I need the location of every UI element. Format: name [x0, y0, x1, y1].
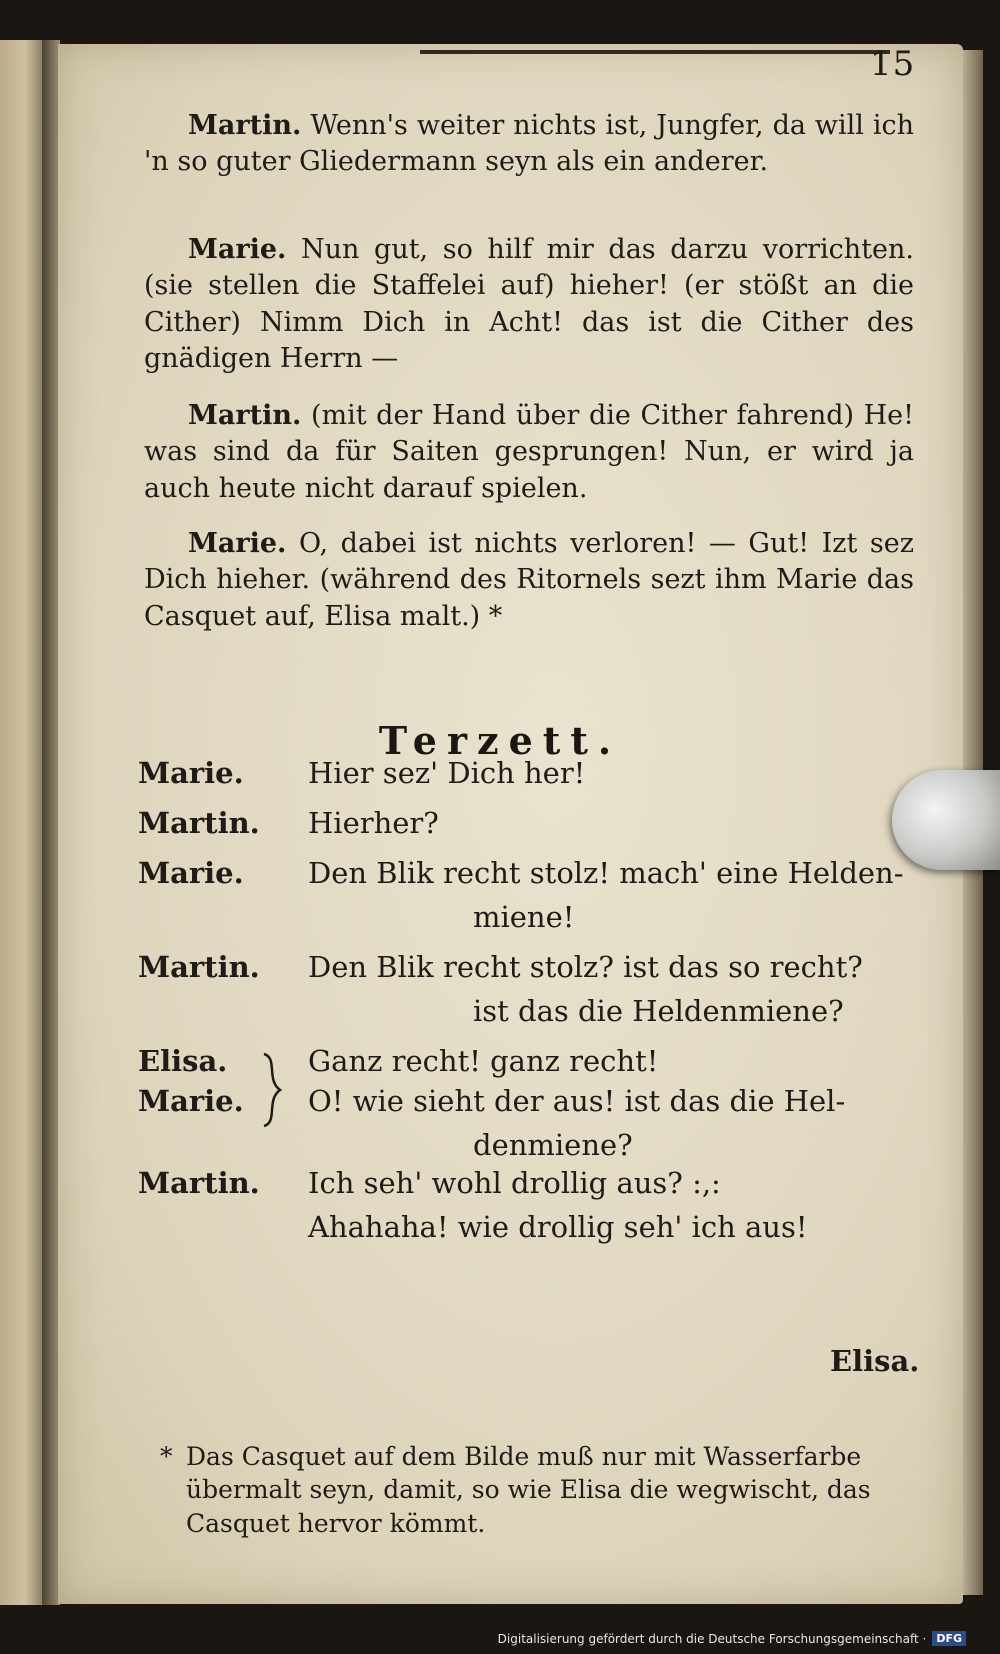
paragraph-text: O, dabei ist nichts verloren! — Gut! Izt sez Dich hieher. (während des Ritornels sezt ihm Marie das Casquet auf, Elisa malt.) * — [144, 528, 914, 632]
credit-text: Digitalisierung gefördert durch die Deutsche Forschungsgemeinschaft · — [497, 1631, 927, 1646]
verse-line: Ganz recht! ganz recht! — [308, 1044, 659, 1078]
digitization-credit — [498, 1631, 966, 1646]
verse-speaker: Martin. — [138, 950, 260, 984]
paragraph-3 — [144, 398, 914, 507]
verse-line: Den Blik recht stolz? ist das so recht? — [308, 950, 863, 984]
dfg-logo: DFG — [932, 1631, 966, 1646]
verse-continuation: ist das die Heldenmiene? — [473, 994, 844, 1028]
verse-speaker: Marie. — [138, 1084, 244, 1118]
paragraph-text: Wenn's weiter nichts ist, Jungfer, da will ich 'n so guter Gliedermann seyn als ein anderer. — [144, 110, 914, 178]
paragraph-1 — [144, 108, 914, 181]
left-page-edge — [0, 40, 45, 1605]
verse-speaker: Marie. — [138, 756, 244, 790]
paragraph-4 — [144, 526, 914, 635]
brace-icon — [258, 1050, 288, 1130]
catchword: Elisa. — [830, 1344, 920, 1378]
page-clip — [892, 770, 1000, 870]
verse-line: Ich seh' wohl drollig aus? :,: — [308, 1166, 721, 1200]
footnote-mark: * — [160, 1442, 173, 1471]
footnote-text: Das Casquet auf dem Bilde muß nur mit Wasserfarbe übermalt seyn, damit, so wie Elisa die wegwischt, das Casquet hervor kömmt. — [186, 1442, 871, 1538]
verse-line: Hierher? — [308, 806, 439, 840]
paragraph-2 — [144, 232, 914, 378]
paragraph-text: (mit der Hand über die Cither fahrend) He! was sind da für Saiten gesprungen! Nun, er wird ja auch heute nicht darauf spielen. — [144, 400, 914, 504]
paragraph-text: Nun gut, so hilf mir das darzu vorrichten. (sie stellen die Staffelei auf) hieher! (er stößt an die Cither) Nimm Dich in Acht! das ist die Cither des gnädigen Herrn — — [144, 234, 914, 375]
header-rule — [420, 50, 890, 54]
speaker-name: Martin. — [188, 110, 302, 141]
verse-speaker: Marie. — [138, 856, 244, 890]
page-number: 15 — [870, 44, 916, 84]
speaker-name: Marie. — [188, 528, 287, 559]
verse-line: Hier sez' Dich her! — [308, 756, 586, 790]
verse-line: O! wie sieht der aus! ist das die Hel- — [308, 1084, 846, 1118]
footnote — [160, 1440, 914, 1540]
verse-continuation: Ahahaha! wie drollig seh' ich aus! — [308, 1210, 808, 1244]
verse-speaker: Martin. — [138, 1166, 260, 1200]
verse-line: Den Blik recht stolz! mach' eine Helden- — [308, 856, 904, 890]
verse-continuation: denmiene? — [473, 1128, 633, 1162]
verse-speaker: Elisa. — [138, 1044, 228, 1078]
section-heading: Terzett. — [378, 718, 622, 763]
verse-continuation: miene! — [473, 900, 575, 934]
verse-speaker: Martin. — [138, 806, 260, 840]
speaker-name: Martin. — [188, 400, 302, 431]
speaker-name: Marie. — [188, 234, 287, 265]
